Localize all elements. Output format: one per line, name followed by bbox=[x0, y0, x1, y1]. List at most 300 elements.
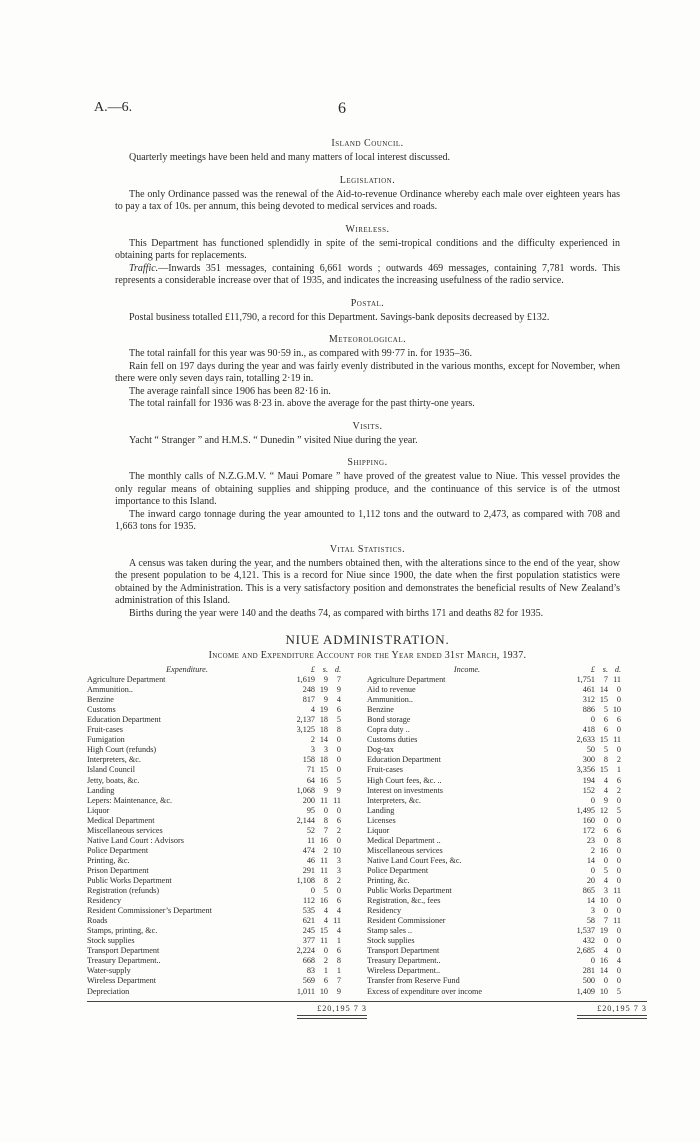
shillings-value: 11 bbox=[320, 865, 328, 875]
shillings-value: 7 bbox=[603, 916, 608, 926]
expenditure-row bbox=[87, 715, 367, 725]
expenditure-row bbox=[87, 906, 367, 916]
item-label: Transfer from Reserve Fund bbox=[367, 976, 460, 986]
shillings-value: 0 bbox=[323, 946, 328, 956]
pounds-value: 200 bbox=[302, 795, 315, 805]
pounds-value: 0 bbox=[590, 795, 595, 805]
section-title: Shipping. bbox=[347, 457, 388, 468]
item-label: Fruit-cases bbox=[367, 765, 403, 775]
pounds-value: 46 bbox=[306, 855, 315, 865]
pence-value: 5 bbox=[616, 805, 621, 815]
pence-value: 2 bbox=[336, 875, 341, 885]
shillings-value: 8 bbox=[323, 815, 328, 825]
pounds-value: 300 bbox=[582, 755, 595, 765]
item-label: Bond storage bbox=[367, 715, 411, 725]
section-title: Visits. bbox=[352, 420, 383, 432]
income-row bbox=[367, 836, 647, 846]
pounds-value: 1,108 bbox=[296, 875, 315, 885]
pounds-value: 0 bbox=[310, 886, 315, 896]
pence-value: 0 bbox=[616, 855, 621, 865]
pounds-value: 1,537 bbox=[576, 926, 595, 936]
income-row bbox=[367, 926, 647, 936]
shillings-value: 7 bbox=[323, 825, 328, 835]
shillings-value: 10 bbox=[599, 986, 608, 996]
pounds-value: 2,633 bbox=[576, 735, 595, 745]
income-row bbox=[367, 946, 647, 956]
pounds-value: 245 bbox=[302, 926, 315, 936]
shillings-value: 14 bbox=[319, 735, 328, 745]
item-label: Customs bbox=[87, 705, 116, 715]
expenditure-row bbox=[87, 876, 367, 886]
item-label: Printing, &c. bbox=[367, 875, 410, 885]
pounds-value: 194 bbox=[582, 775, 595, 785]
shillings-value: 10 bbox=[599, 896, 608, 906]
shillings-value: 16 bbox=[599, 956, 608, 966]
income-header bbox=[367, 665, 647, 675]
item-label: Resident Commissioner’s Department bbox=[87, 906, 212, 916]
expenditure-row bbox=[87, 966, 367, 976]
item-label: Transport Department bbox=[87, 946, 160, 956]
expenditure-row bbox=[87, 976, 367, 986]
pounds-value: 2,224 bbox=[296, 946, 315, 956]
shillings-value: 4 bbox=[603, 875, 608, 885]
income-row bbox=[367, 956, 647, 966]
pounds-value: 2 bbox=[310, 735, 315, 745]
expenditure-row bbox=[87, 705, 367, 715]
pounds-value: 248 bbox=[302, 685, 315, 695]
pounds-value: 50 bbox=[586, 745, 595, 755]
shillings-value: 9 bbox=[323, 785, 328, 795]
pence-value: 9 bbox=[336, 986, 341, 996]
shillings-value: 6 bbox=[603, 715, 608, 725]
pounds-value: 1,495 bbox=[576, 805, 595, 815]
item-label: Miscellaneous services bbox=[367, 845, 443, 855]
item-label: Police Department bbox=[87, 845, 149, 855]
pence-value: 3 bbox=[336, 865, 341, 875]
income-row bbox=[367, 976, 647, 986]
shillings-value: 4 bbox=[603, 785, 608, 795]
item-label: Residency bbox=[367, 906, 402, 916]
pounds-value: 474 bbox=[302, 845, 315, 855]
shillings-value: 5 bbox=[603, 865, 608, 875]
item-label: Roads bbox=[87, 916, 108, 926]
pounds-value: 3 bbox=[310, 745, 315, 755]
item-label: Copra duty .. bbox=[367, 725, 410, 735]
expenditure-row bbox=[87, 896, 367, 906]
income-row bbox=[367, 725, 647, 735]
shillings-value: 4 bbox=[323, 906, 328, 916]
item-label: Public Works Department bbox=[87, 875, 172, 885]
item-label: Agriculture Department bbox=[367, 675, 446, 685]
pounds-value: 461 bbox=[582, 685, 595, 695]
pounds-value: 1,068 bbox=[296, 785, 315, 795]
shillings-value: 18 bbox=[319, 755, 328, 765]
document-reference: A.—6. bbox=[94, 100, 133, 115]
pence-value: 11 bbox=[613, 675, 621, 685]
pence-value: 10 bbox=[612, 705, 621, 715]
pence-value: 0 bbox=[616, 906, 621, 916]
shillings-value: 5 bbox=[323, 886, 328, 896]
item-label: Medical Department bbox=[87, 815, 155, 825]
shillings-value: 16 bbox=[319, 896, 328, 906]
item-label: Benzine bbox=[367, 705, 394, 715]
pence-value: 0 bbox=[336, 755, 341, 765]
shillings-value: 10 bbox=[319, 986, 328, 996]
section-title: Meteorological. bbox=[328, 334, 407, 345]
shillings-value: 11 bbox=[320, 936, 328, 946]
pence-unit: d. bbox=[614, 665, 621, 674]
item-label: Benzine bbox=[87, 695, 114, 705]
shillings-value: 5 bbox=[603, 705, 608, 715]
item-label: Interpreters, &c. bbox=[87, 755, 141, 765]
shillings-value: 11 bbox=[320, 795, 328, 805]
item-label: Fruit-cases bbox=[87, 725, 123, 735]
report-sections bbox=[115, 138, 620, 620]
item-label: Printing, &c. bbox=[87, 855, 130, 865]
shillings-value: 3 bbox=[603, 886, 608, 896]
pence-value: 8 bbox=[616, 835, 621, 845]
pounds-value: 4 bbox=[310, 705, 315, 715]
section-paragraph: The average rainfall since 1906 has been 82·16 in. bbox=[129, 385, 331, 397]
expenditure-row bbox=[87, 987, 367, 997]
expenditure-row bbox=[87, 755, 367, 765]
pounds-value: 291 bbox=[302, 865, 315, 875]
item-label: Native Land Court : Advisors bbox=[87, 835, 184, 845]
pounds-value: 0 bbox=[590, 956, 595, 966]
item-label: Public Works Department bbox=[367, 886, 452, 896]
expenditure-row bbox=[87, 866, 367, 876]
income-row bbox=[367, 685, 647, 695]
double-rule bbox=[297, 1015, 367, 1019]
expenditure-row bbox=[87, 886, 367, 896]
pence-value: 0 bbox=[616, 946, 621, 956]
item-label: Prison Department bbox=[87, 865, 149, 875]
pounds-value: 14 bbox=[586, 855, 595, 865]
item-label: Fumigation bbox=[87, 735, 125, 745]
pence-value: 6 bbox=[336, 896, 341, 906]
expenditure-row bbox=[87, 745, 367, 755]
pence-value: 5 bbox=[336, 715, 341, 725]
pounds-value: 20 bbox=[586, 875, 595, 885]
item-label: Education Department bbox=[367, 755, 441, 765]
expenditure-row bbox=[87, 796, 367, 806]
section-paragraph: The only Ordinance passed was the renewal of the Aid-to-revenue Ordinance whereby each male over eighteen years has to pay a tax of 10s. per annum, this being devoted to medical services and roads. bbox=[115, 188, 620, 212]
shillings-value: 15 bbox=[599, 765, 608, 775]
income-row bbox=[367, 745, 647, 755]
pence-value: 6 bbox=[336, 705, 341, 715]
item-label: Treasury Department.. bbox=[87, 956, 161, 966]
pounds-value: 281 bbox=[582, 966, 595, 976]
item-label: Dog-tax bbox=[367, 745, 394, 755]
expenditure-total bbox=[87, 1001, 367, 1019]
shillings-value: 3 bbox=[323, 745, 328, 755]
pence-value: 11 bbox=[333, 795, 341, 805]
pence-value: 0 bbox=[616, 875, 621, 885]
item-label: Residency bbox=[87, 896, 122, 906]
pence-value: 6 bbox=[616, 775, 621, 785]
pence-value: 9 bbox=[336, 785, 341, 795]
income-row bbox=[367, 916, 647, 926]
pence-value: 0 bbox=[616, 685, 621, 695]
income-row bbox=[367, 816, 647, 826]
shillings-value: 0 bbox=[603, 936, 608, 946]
shillings-value: 15 bbox=[599, 735, 608, 745]
income-row bbox=[367, 966, 647, 976]
pence-value: 7 bbox=[336, 675, 341, 685]
section-title: Legislation. bbox=[339, 174, 396, 186]
pounds-value: 1,619 bbox=[296, 675, 315, 685]
pounds-value: 865 bbox=[582, 886, 595, 896]
item-label: Medical Department .. bbox=[367, 835, 441, 845]
item-label: Depreciation bbox=[87, 986, 130, 996]
item-label: Native Land Court Fees, &c. bbox=[367, 855, 462, 865]
shillings-value: 9 bbox=[603, 795, 608, 805]
pence-value: 2 bbox=[616, 755, 621, 765]
pounds-value: 1,011 bbox=[296, 986, 315, 996]
shillings-unit: s. bbox=[322, 665, 328, 674]
pence-value: 8 bbox=[336, 956, 341, 966]
pence-value: 0 bbox=[616, 845, 621, 855]
pounds-value: 152 bbox=[582, 785, 595, 795]
pence-value: 0 bbox=[616, 695, 621, 705]
expenditure-header bbox=[87, 665, 367, 675]
item-label: Interest on investments bbox=[367, 785, 443, 795]
pence-value: 0 bbox=[336, 765, 341, 775]
item-label: Miscellaneous services bbox=[87, 825, 163, 835]
pounds-value: 172 bbox=[582, 825, 595, 835]
expenditure-row bbox=[87, 725, 367, 735]
pounds-value: 52 bbox=[306, 825, 315, 835]
pence-value: 0 bbox=[336, 886, 341, 896]
income-row bbox=[367, 876, 647, 886]
shillings-value: 19 bbox=[599, 926, 608, 936]
income-row bbox=[367, 705, 647, 715]
income-row bbox=[367, 715, 647, 725]
item-label: Lepers: Maintenance, &c. bbox=[87, 795, 173, 805]
double-rule bbox=[577, 1015, 647, 1019]
income-row bbox=[367, 796, 647, 806]
expenditure-row bbox=[87, 946, 367, 956]
income-row bbox=[367, 896, 647, 906]
shillings-value: 16 bbox=[319, 775, 328, 785]
shillings-unit: s. bbox=[602, 665, 608, 674]
item-label: Registration (refunds) bbox=[87, 886, 160, 896]
item-label: Landing bbox=[87, 785, 115, 795]
traffic-label: Traffic. bbox=[129, 262, 159, 274]
pounds-value: 569 bbox=[302, 976, 315, 986]
pence-value: 2 bbox=[336, 825, 341, 835]
income-row bbox=[367, 846, 647, 856]
section-paragraph: Rain fell on 197 days during the year and was fairly evenly distributed in the various months, except for November, when there were only seven days rain, totalling 2·19 in. bbox=[115, 360, 620, 384]
shillings-value: 1 bbox=[323, 966, 328, 976]
expenditure-row bbox=[87, 776, 367, 786]
pence-value: 4 bbox=[336, 695, 341, 705]
shillings-value: 11 bbox=[320, 855, 328, 865]
pounds-value: 0 bbox=[590, 715, 595, 725]
income-row bbox=[367, 987, 647, 997]
pence-value: 0 bbox=[616, 896, 621, 906]
pence-value: 0 bbox=[616, 745, 621, 755]
shillings-value: 15 bbox=[319, 765, 328, 775]
item-label: Agriculture Department bbox=[87, 675, 166, 685]
section-title: Wireless. bbox=[345, 223, 390, 235]
income-row bbox=[367, 936, 647, 946]
item-label: Excess of expenditure over income bbox=[367, 986, 483, 996]
section-paragraph: Postal business totalled £11,790, a record for this Department. Savings-bank deposits decreased by £132. bbox=[129, 311, 550, 323]
pence-value: 11 bbox=[333, 916, 341, 926]
pence-value: 5 bbox=[616, 986, 621, 996]
shillings-value: 0 bbox=[323, 805, 328, 815]
shillings-value: 4 bbox=[603, 946, 608, 956]
expenditure-row bbox=[87, 675, 367, 685]
expenditure-row bbox=[87, 836, 367, 846]
pence-value: 0 bbox=[616, 976, 621, 986]
shillings-value: 0 bbox=[603, 815, 608, 825]
section-paragraph: A census was taken during the year, and the numbers obtained then, with the alterations since to the end of the year, show the present population to be 4,121. This is a record for Niue since 1900, the date when the first population statistics were obtained by the Administration. This is a very satisfactory position and demonstrates the beneficial results of New Zealand’s administration of this Island. bbox=[115, 557, 620, 606]
item-label: Ammunition.. bbox=[367, 695, 413, 705]
expenditure-total-amount: £20,195 7 3 bbox=[317, 1003, 367, 1013]
income-heading: Income. bbox=[453, 665, 481, 674]
pounds-unit: £ bbox=[590, 665, 595, 674]
shillings-value: 9 bbox=[323, 675, 328, 685]
expenditure-row bbox=[87, 846, 367, 856]
pence-value: 6 bbox=[616, 825, 621, 835]
section-title: Island Council. bbox=[331, 138, 404, 149]
pounds-value: 2 bbox=[590, 845, 595, 855]
item-label: Registration, &c., fees bbox=[367, 896, 441, 906]
pence-value: 1 bbox=[336, 966, 341, 976]
pounds-value: 158 bbox=[302, 755, 315, 765]
expenditure-row bbox=[87, 826, 367, 836]
shillings-value: 16 bbox=[599, 845, 608, 855]
item-label: Treasury Department.. bbox=[367, 956, 441, 966]
shillings-value: 4 bbox=[603, 775, 608, 785]
item-label: Licenses bbox=[367, 815, 396, 825]
item-label: Resident Commissioner bbox=[367, 916, 446, 926]
section-title: Vital Statistics. bbox=[329, 543, 406, 555]
section-title: Postal. bbox=[350, 297, 385, 309]
pence-value: 0 bbox=[616, 815, 621, 825]
shillings-value: 2 bbox=[323, 956, 328, 966]
item-label: Stock supplies bbox=[367, 936, 415, 946]
expenditure-row bbox=[87, 956, 367, 966]
item-label: Stock supplies bbox=[87, 936, 135, 946]
income-row bbox=[367, 806, 647, 816]
shillings-value: 6 bbox=[603, 825, 608, 835]
shillings-value: 0 bbox=[603, 976, 608, 986]
item-label: Liquor bbox=[87, 805, 110, 815]
pounds-value: 2,137 bbox=[296, 715, 315, 725]
pence-value: 0 bbox=[616, 936, 621, 946]
section-paragraph: The total rainfall for 1936 was 8·23 in. above the average for the past thirty-one years. bbox=[129, 398, 475, 409]
pounds-value: 58 bbox=[586, 916, 595, 926]
shillings-value: 4 bbox=[323, 916, 328, 926]
pence-value: 1 bbox=[616, 765, 621, 775]
item-label: Ammunition.. bbox=[87, 685, 133, 695]
pence-value: 3 bbox=[336, 855, 341, 865]
section-paragraph: Births during the year were 140 and the deaths 74, as compared with births 171 and deaths 82 for 1935. bbox=[129, 607, 544, 619]
item-label: Transport Department bbox=[367, 946, 440, 956]
pounds-value: 377 bbox=[302, 936, 315, 946]
shillings-value: 7 bbox=[603, 675, 608, 685]
expenditure-row bbox=[87, 916, 367, 926]
pence-value: 0 bbox=[616, 865, 621, 875]
income-row bbox=[367, 786, 647, 796]
item-label: Stamp sales .. bbox=[367, 926, 413, 936]
pence-value: 4 bbox=[616, 956, 621, 966]
expenditure-row bbox=[87, 856, 367, 866]
pounds-value: 112 bbox=[303, 896, 315, 906]
pence-value: 4 bbox=[336, 926, 341, 936]
item-label: Customs duties bbox=[367, 735, 418, 745]
item-label: Aid to revenue bbox=[367, 685, 416, 695]
item-label: Landing bbox=[367, 805, 395, 815]
section-paragraph: The total rainfall for this year was 90·59 in., as compared with 99·77 in. for 1935–36. bbox=[129, 348, 472, 359]
income-row bbox=[367, 856, 647, 866]
shillings-value: 19 bbox=[319, 685, 328, 695]
income-column bbox=[367, 665, 647, 1019]
item-label: High Court (refunds) bbox=[87, 745, 157, 755]
income-row bbox=[367, 765, 647, 775]
pence-value: 1 bbox=[336, 936, 341, 946]
income-row bbox=[367, 826, 647, 836]
pence-value: 2 bbox=[616, 785, 621, 795]
pounds-value: 64 bbox=[306, 775, 315, 785]
shillings-value: 8 bbox=[603, 755, 608, 765]
pence-value: 0 bbox=[336, 745, 341, 755]
shillings-value: 12 bbox=[599, 805, 608, 815]
expenditure-row bbox=[87, 816, 367, 826]
income-row bbox=[367, 866, 647, 876]
pence-unit: d. bbox=[334, 665, 341, 674]
item-label: Water-supply bbox=[87, 966, 131, 976]
income-row bbox=[367, 776, 647, 786]
pounds-value: 621 bbox=[302, 916, 315, 926]
pounds-value: 2,685 bbox=[576, 946, 595, 956]
traffic-paragraph bbox=[115, 263, 620, 288]
expenditure-row bbox=[87, 695, 367, 705]
item-label: Education Department bbox=[87, 715, 161, 725]
pence-value: 0 bbox=[616, 725, 621, 735]
page-number: 6 bbox=[338, 100, 346, 117]
section-paragraph: Yacht “ Stranger ” and H.M.S. “ Dunedin ” visited Niue during the year. bbox=[129, 434, 418, 446]
pence-value: 11 bbox=[613, 735, 621, 745]
shillings-value: 18 bbox=[319, 715, 328, 725]
expenditure-row bbox=[87, 685, 367, 695]
shillings-value: 2 bbox=[323, 845, 328, 855]
shillings-value: 0 bbox=[603, 835, 608, 845]
pence-value: 0 bbox=[336, 735, 341, 745]
pence-value: 0 bbox=[616, 966, 621, 976]
pounds-value: 11 bbox=[307, 835, 315, 845]
pence-value: 4 bbox=[336, 906, 341, 916]
pence-value: 8 bbox=[336, 725, 341, 735]
pence-value: 11 bbox=[613, 886, 621, 896]
shillings-value: 6 bbox=[323, 976, 328, 986]
expenditure-row bbox=[87, 735, 367, 745]
expenditure-row bbox=[87, 926, 367, 936]
pounds-value: 83 bbox=[306, 966, 315, 976]
income-row bbox=[367, 675, 647, 685]
section-paragraph: Quarterly meetings have been held and many matters of local interest discussed. bbox=[129, 152, 451, 163]
pounds-value: 418 bbox=[582, 725, 595, 735]
pence-value: 0 bbox=[616, 926, 621, 936]
shillings-value: 15 bbox=[319, 926, 328, 936]
pence-value: 7 bbox=[336, 976, 341, 986]
pounds-value: 3,356 bbox=[576, 765, 595, 775]
item-label: Wireless Department.. bbox=[367, 966, 441, 976]
item-label: Liquor bbox=[367, 825, 390, 835]
